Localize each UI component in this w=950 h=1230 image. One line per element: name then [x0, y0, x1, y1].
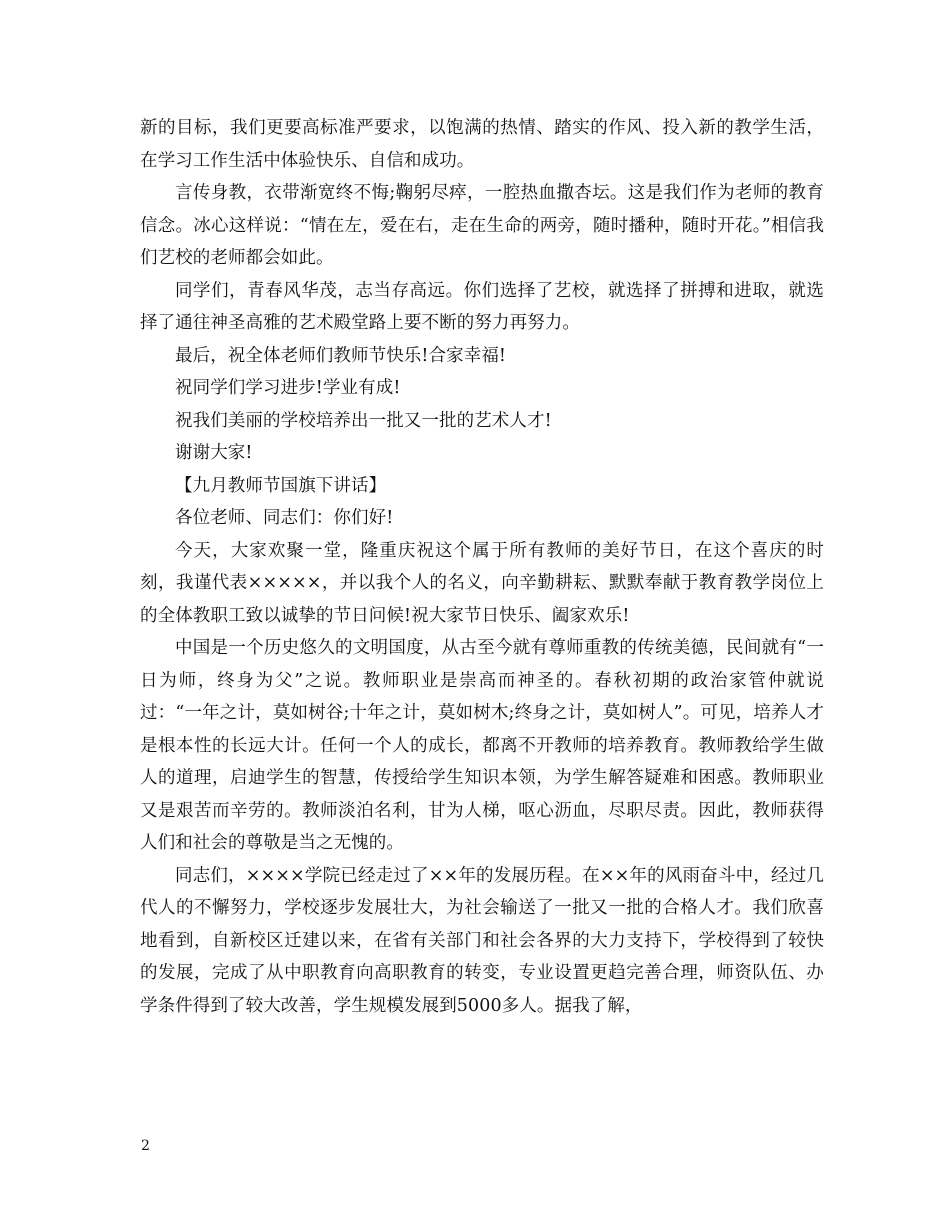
paragraph: 祝同学们学习进步!学业有成! [175, 378, 401, 398]
salutation: 各位老师、同志们：你们好! [175, 508, 394, 528]
page-number: 2 [141, 1138, 150, 1154]
paragraph: 同学们，青春风华茂，志当存高远。你们选择了艺校，就选择了拼搏和进取，就选择了通往神圣高雅的艺术殿堂路上要不断的努力再努力。 [140, 280, 824, 333]
paragraph: 今天，大家欢聚一堂，隆重庆祝这个属于所有教师的美好节日，在这个喜庆的时刻，我谨代表×××××，并以我个人的名义，向辛勤耕耘、默默奉献于教育教学岗位上的全体教职工致以诚挚的节日问候!祝大家节日快乐、阖家欢乐! [140, 540, 824, 626]
paragraph: 同志们，××××学院已经走过了××年的发展历程。在××年的风雨奋斗中，经过几代人的不懈努力，学校逐步发展壮大，为社会输送了一批又一批的合格人才。我们欣喜地看到，自新校区迁建以来，在省有关部门和社会各界的大力支持下，学校得到了较快的发展，完成了从中职教育向高职教育的转变，专业设置更趋完善合理，师资队伍、办学条件得到了较大改善，学生规模发展到5000多人。据我了解， [140, 865, 824, 1016]
document-body [140, 112, 824, 1022]
paragraph-continuation: 新的目标，我们更要高标准严要求，以饱满的热情、踏实的作风、投入新的教学生活，在学习工作生活中体验快乐、自信和成功。 [140, 118, 824, 171]
paragraph: 谢谢大家! [175, 443, 253, 463]
paragraph: 祝我们美丽的学校培养出一批又一批的艺术人才! [175, 410, 552, 431]
paragraph: 中国是一个历史悠久的文明国度，从古至今就有尊师重教的传统美德，民间就有“一日为师，终身为父”之说。教师职业是崇高而神圣的。春秋初期的政治家管仲就说过：“一年之计，莫如树谷;十年之计，莫如树木;终身之计，莫如树人”。可见，培养人才是根本性的长远大计。任何一个人的成长，都离不开教师的培养教育。教师教给学生做人的道理，启迪学生的智慧，传授给学生知识本领，为学生解答疑难和困惑。教师职业又是艰苦而辛劳的。教师淡泊名利，甘为人梯，呕心沥血，尽职尽责。因此，教师获得人们和社会的尊敬是当之无愧的。 [140, 638, 824, 853]
paragraph: 最后，祝全体老师们教师节快乐!合家幸福! [175, 345, 507, 366]
paragraph: 言传身教，衣带渐宽终不悔;鞠躬尽瘁，一腔热血撒杏坛。这是我们作为老师的教育信念。冰心这样说：“情在左，爱在右，走在生命的两旁，随时播种，随时开花。”相信我们艺校的老师都会如此。 [140, 183, 824, 268]
section-heading: 【九月教师节国旗下讲话】 [175, 475, 387, 496]
